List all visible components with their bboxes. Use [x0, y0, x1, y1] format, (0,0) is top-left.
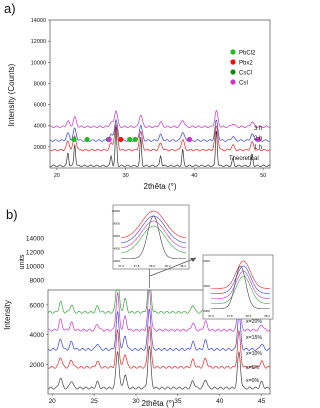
- a-series-line-3-h: [50, 110, 270, 127]
- a-xtick-label: 20: [53, 173, 60, 179]
- a-marker-csi: [187, 137, 192, 142]
- b-xtick-label: 20: [48, 398, 56, 405]
- inset-xtick-label: 38.0: [245, 314, 252, 318]
- curve-label-x20: x=20%: [246, 319, 263, 325]
- a-marker-pbcl2: [127, 137, 132, 142]
- b-ytick-label: 6000: [29, 302, 44, 310]
- curve-label-2h: 2 h: [254, 136, 263, 142]
- curve-label-x10: x=10%: [246, 351, 263, 357]
- inset-ytick-label: 6000: [113, 234, 120, 239]
- zoom-inset-left: [112, 205, 189, 269]
- b-xtick-label: 25: [90, 398, 98, 405]
- inset-ytick-label: 10000: [111, 209, 120, 214]
- inset-ytick-label: 8000: [113, 221, 120, 226]
- inset-right-frame: [203, 255, 273, 319]
- inset-ytick-label: 2000: [113, 259, 120, 264]
- b-ytick-label-upper: 14000: [25, 235, 44, 243]
- inset-xtick-label: 38.0: [149, 264, 155, 268]
- a-marker-pbcl2: [133, 137, 138, 142]
- panel-b-chart: [3, 205, 273, 408]
- a-ytick-label: 10000: [30, 60, 46, 67]
- a-ytick-label: 4000: [33, 123, 46, 130]
- b-xtick-label: 35: [174, 398, 182, 405]
- panel-a-label: a): [4, 1, 16, 16]
- a-ytick-label: 6000: [33, 102, 46, 109]
- a-ytick-label: 14000: [30, 18, 46, 24]
- a-series-line-1-h: [50, 125, 270, 151]
- a-ytick-label: 12000: [30, 39, 46, 46]
- b-ytick-label-upper: 12000: [25, 249, 44, 257]
- legend-cscl-label: CsCl: [239, 70, 252, 77]
- curve-label-theoretical: Theoretical: [229, 156, 259, 162]
- a-marker-pbcl2: [71, 137, 76, 142]
- inset-xtick-label: 37.8: [133, 264, 140, 268]
- legend-cscl-marker: [230, 69, 235, 74]
- a-marker-csi: [107, 137, 112, 142]
- a-ytick-label: 8000: [33, 81, 46, 88]
- legend-csi-marker: [230, 79, 235, 84]
- b-xtick-label: 30: [132, 398, 140, 405]
- panel-a-legend: [230, 49, 256, 86]
- inset-xtick-label: 37.8: [226, 314, 233, 318]
- inset-ytick-label: 4000: [203, 284, 210, 289]
- b-xtick-label: 40: [216, 398, 224, 405]
- inset-xtick-label: 37.6: [118, 264, 124, 268]
- b-series-line-x5: [48, 327, 270, 369]
- legend-pbcl2-marker: [230, 49, 235, 54]
- legend-pbx2-marker: [230, 59, 235, 64]
- a-marker-pbx2: [118, 137, 123, 142]
- a-xtick-label: 30: [122, 173, 129, 179]
- curve-label-1h: 1 h: [254, 145, 263, 151]
- b-ytick-label-upper: 10000: [25, 263, 44, 271]
- panel-a-xlabel: 2thêta (°): [143, 182, 177, 191]
- legend-csi-label: CsI: [239, 80, 248, 87]
- a-xtick-label: 40: [191, 173, 198, 179]
- b-xtick-label: 45: [258, 398, 266, 405]
- curve-label-3h: 3 h: [254, 126, 263, 132]
- panel-a-ylabel: Intensity (Counts): [7, 63, 16, 127]
- curve-label-x5: x=5%: [246, 365, 260, 371]
- panel-b-ylabel-units: units: [19, 254, 26, 270]
- inset-xtick-label: 38.2: [264, 314, 270, 318]
- panel-a-chart: [7, 18, 270, 191]
- a-marker-pbcl2: [85, 137, 90, 142]
- legend-pbx2-label: Pbx2: [239, 60, 253, 67]
- panel-a-frame: [50, 20, 270, 168]
- b-ytick-label: 2000: [29, 361, 44, 369]
- panel-b-xlabel: 2thêta (°): [141, 399, 175, 408]
- inset-ytick-label: 4000: [113, 246, 120, 251]
- inset-ytick-label: 6000: [203, 259, 210, 264]
- inset-xtick-label: 38.4: [180, 264, 186, 268]
- curve-label-x15: x=15%: [246, 335, 263, 341]
- b-ytick-label: 4000: [29, 332, 44, 340]
- inset-xtick-label: 37.6: [208, 314, 214, 318]
- zoom-inset-right: [203, 255, 273, 319]
- curve-label-x0: x=0%: [246, 378, 260, 384]
- a-ytick-label: 2000: [33, 144, 46, 151]
- inset-ytick-label: 2000: [203, 309, 210, 314]
- panel-b-label: b): [6, 207, 18, 222]
- b-ytick-label-upper: 8000: [29, 277, 44, 285]
- panel-b-ylabel: Intensity: [3, 300, 12, 330]
- inset-xtick-label: 38.2: [164, 264, 171, 268]
- legend-pbcl2-label: PbCl2: [239, 50, 256, 57]
- a-xtick-label: 50: [260, 173, 267, 179]
